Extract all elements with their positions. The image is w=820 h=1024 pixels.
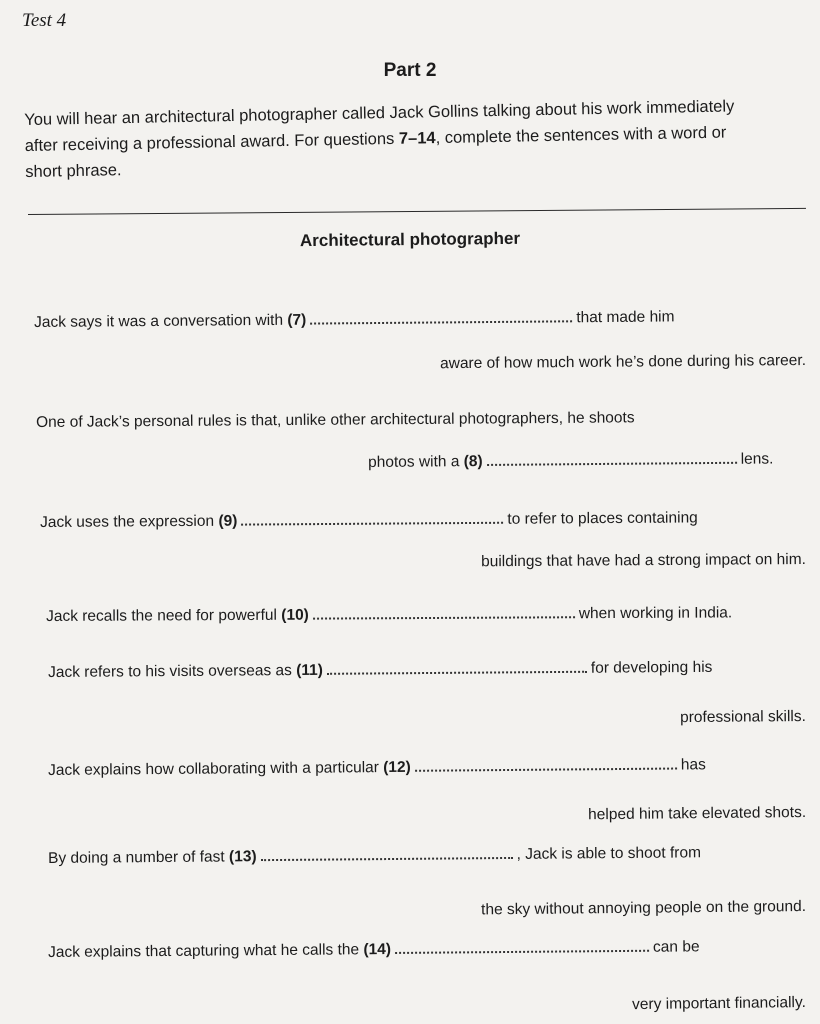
part-title: Part 2 xyxy=(383,60,437,81)
question-9 xyxy=(40,509,698,532)
question-text: By doing a number of fast xyxy=(48,848,225,867)
question-text: that made him xyxy=(576,308,675,327)
question-number: (9) xyxy=(218,512,238,530)
instructions-text: after receiving a professional award. For questions xyxy=(24,129,400,155)
question-number: (8) xyxy=(463,452,483,471)
question-text: Jack says it was a conversation with xyxy=(34,311,284,331)
question-7-continuation: aware of how much work he’s done during his career. xyxy=(440,352,807,373)
question-number: (14) xyxy=(363,941,392,959)
question-text: photos with a xyxy=(368,453,460,471)
question-number: (13) xyxy=(228,848,257,866)
question-number: (11) xyxy=(296,661,323,680)
answer-blank-10[interactable] xyxy=(313,615,575,619)
question-13-continuation: the sky without annoying people on the ground. xyxy=(481,898,807,919)
question-text: to refer to places containing xyxy=(507,509,698,528)
question-13 xyxy=(48,844,701,868)
instructions-text: , complete the sentences with a word or xyxy=(435,123,727,148)
question-9-continuation: buildings that have had a strong impact on him. xyxy=(481,551,807,571)
question-range: 7–14 xyxy=(398,129,436,148)
question-10 xyxy=(46,604,732,626)
answer-blank-12[interactable] xyxy=(415,767,677,772)
answer-blank-11[interactable] xyxy=(327,670,587,675)
question-11-continuation: professional skills. xyxy=(680,708,807,727)
question-number: (12) xyxy=(383,758,411,777)
question-12-continuation: helped him take elevated shots. xyxy=(588,804,807,824)
question-text: has xyxy=(680,756,706,774)
question-text: when working in India. xyxy=(578,604,733,623)
test-label: Test 4 xyxy=(22,10,67,31)
question-text: Jack recalls the need for powerful xyxy=(46,606,277,625)
answer-blank-8[interactable] xyxy=(487,461,737,466)
question-text: , Jack is able to shoot from xyxy=(516,844,702,863)
answer-blank-13[interactable] xyxy=(261,856,513,861)
question-14-continuation: very important financially. xyxy=(632,994,807,1014)
question-text: One of Jack’s personal rules is that, unlike other architectural photographers, he shoots xyxy=(36,409,635,431)
question-8 xyxy=(36,409,635,432)
answer-blank-9[interactable] xyxy=(241,521,503,526)
question-number: (10) xyxy=(281,606,309,624)
question-11 xyxy=(48,659,712,682)
instructions-line-1: You will hear an architectural photographer called Jack Gollins talking about his work immediately xyxy=(24,97,735,129)
divider-rule xyxy=(28,208,806,215)
question-text: lens. xyxy=(740,450,774,468)
question-14 xyxy=(48,938,700,962)
answer-blank-7[interactable] xyxy=(310,319,572,324)
question-8-continuation xyxy=(368,450,774,472)
instructions-line-3: short phrase. xyxy=(25,161,122,181)
question-text: Jack uses the expression xyxy=(40,512,215,531)
question-text: Jack explains how collaborating with a particular xyxy=(48,759,379,779)
question-text: Jack refers to his visits overseas as xyxy=(48,662,292,681)
section-title: Architectural photographer xyxy=(299,228,521,251)
question-text: can be xyxy=(652,938,700,956)
question-12 xyxy=(48,756,706,780)
question-text: Jack explains that capturing what he calls the xyxy=(48,941,360,961)
question-number: (7) xyxy=(287,311,307,329)
question-7 xyxy=(34,308,675,332)
question-text: for developing his xyxy=(590,658,713,677)
instructions xyxy=(24,92,815,185)
answer-blank-14[interactable] xyxy=(395,949,649,954)
